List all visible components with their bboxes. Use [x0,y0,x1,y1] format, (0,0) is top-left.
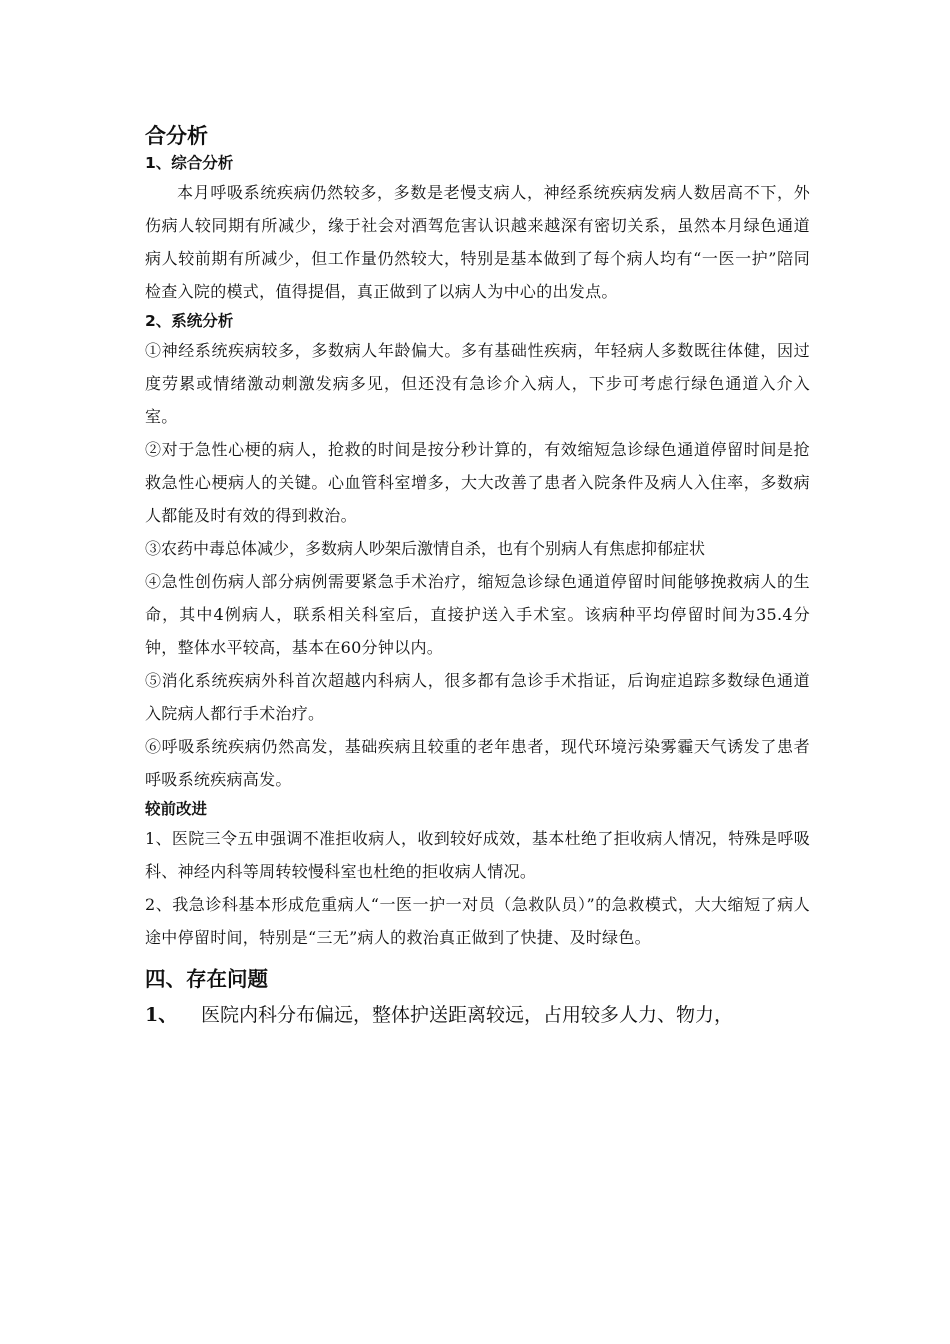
improvement-item-1: 1、医院三令五申强调不准拒收病人，收到较好成效，基本杜绝了拒收病人情况，特殊是呼吸科、神经内科等周转较慢科室也杜绝的拒收病人情况。 [145,829,810,881]
issue-item-1-text: 医院内科分布偏远，整体护送距离较远，占用较多人力、物力， [201,1004,734,1026]
section-4-title: 四、存在问题 [145,967,268,991]
system-analysis-item-2: ②对于急性心梗的病人，抢救的时间是按分秒计算的，有效缩短急诊绿色通道停留时间是抢救急性心梗病人的关键。心血管科室增多，大大改善了患者入院条件及病人入住率，多数病人都能及时有效的得到救治。 [145,440,810,525]
section-1-title: 1、综合分析 [145,154,234,172]
improvement-item-2: 2、我急诊科基本形成危重病人“一医一护一对员（急救队员）”的急救模式，大大缩短了病人途中停留时间，特别是“三无”病人的救治真正做到了快捷、及时绿色。 [145,895,810,947]
system-analysis-item-1: ①神经系统疾病较多，多数病人年龄偏大。多有基础性疾病，年轻病人多数既往体健，因过度劳累或情绪激动刺激发病多见，但还没有急诊介入病人，下步可考虑行绿色通道入介入室。 [145,341,810,426]
issue-item-1 [145,998,810,1032]
document-page [145,122,810,1032]
section-3-title: 较前改进 [145,800,208,818]
system-analysis-item-5: ⑤消化系统疾病外科首次超越内科病人，很多都有急诊手术指证，后询症追踪多数绿色通道入院病人都行手术治疗。 [145,671,810,723]
system-analysis-item-6: ⑥呼吸系统疾病仍然高发，基础疾病且较重的老年患者，现代环境污染雾霾天气诱发了患者呼吸系统疾病高发。 [145,737,810,789]
system-analysis-item-4: ④急性创伤病人部分病例需要紧急手术治疗，缩短急诊绿色通道停留时间能够挽救病人的生命，其中4例病人，联系相关科室后，直接护送入手术室。该病种平均停留时间为35.4分钟，整体水平较高，基本在60分钟以内。 [145,572,810,657]
issue-item-1-number: 1、 [145,1004,178,1026]
section-1-body: 本月呼吸系统疾病仍然较多，多数是老慢支病人，神经系统疾病发病人数居高不下，外伤病人较同期有所减少，缘于社会对酒驾危害认识越来越深有密切关系，虽然本月绿色通道病人较前期有所减少，但工作量仍然较大，特别是基本做到了每个病人均有“一医一护”陪同检查入院的模式，值得提倡，真正做到了以病人为中心的出发点。 [145,183,810,301]
system-analysis-item-3: ③农药中毒总体减少，多数病人吵架后激情自杀，也有个别病人有焦虑抑郁症状 [145,539,706,558]
heading-top: 合分析 [145,123,208,148]
section-2-title: 2、系统分析 [145,312,234,330]
